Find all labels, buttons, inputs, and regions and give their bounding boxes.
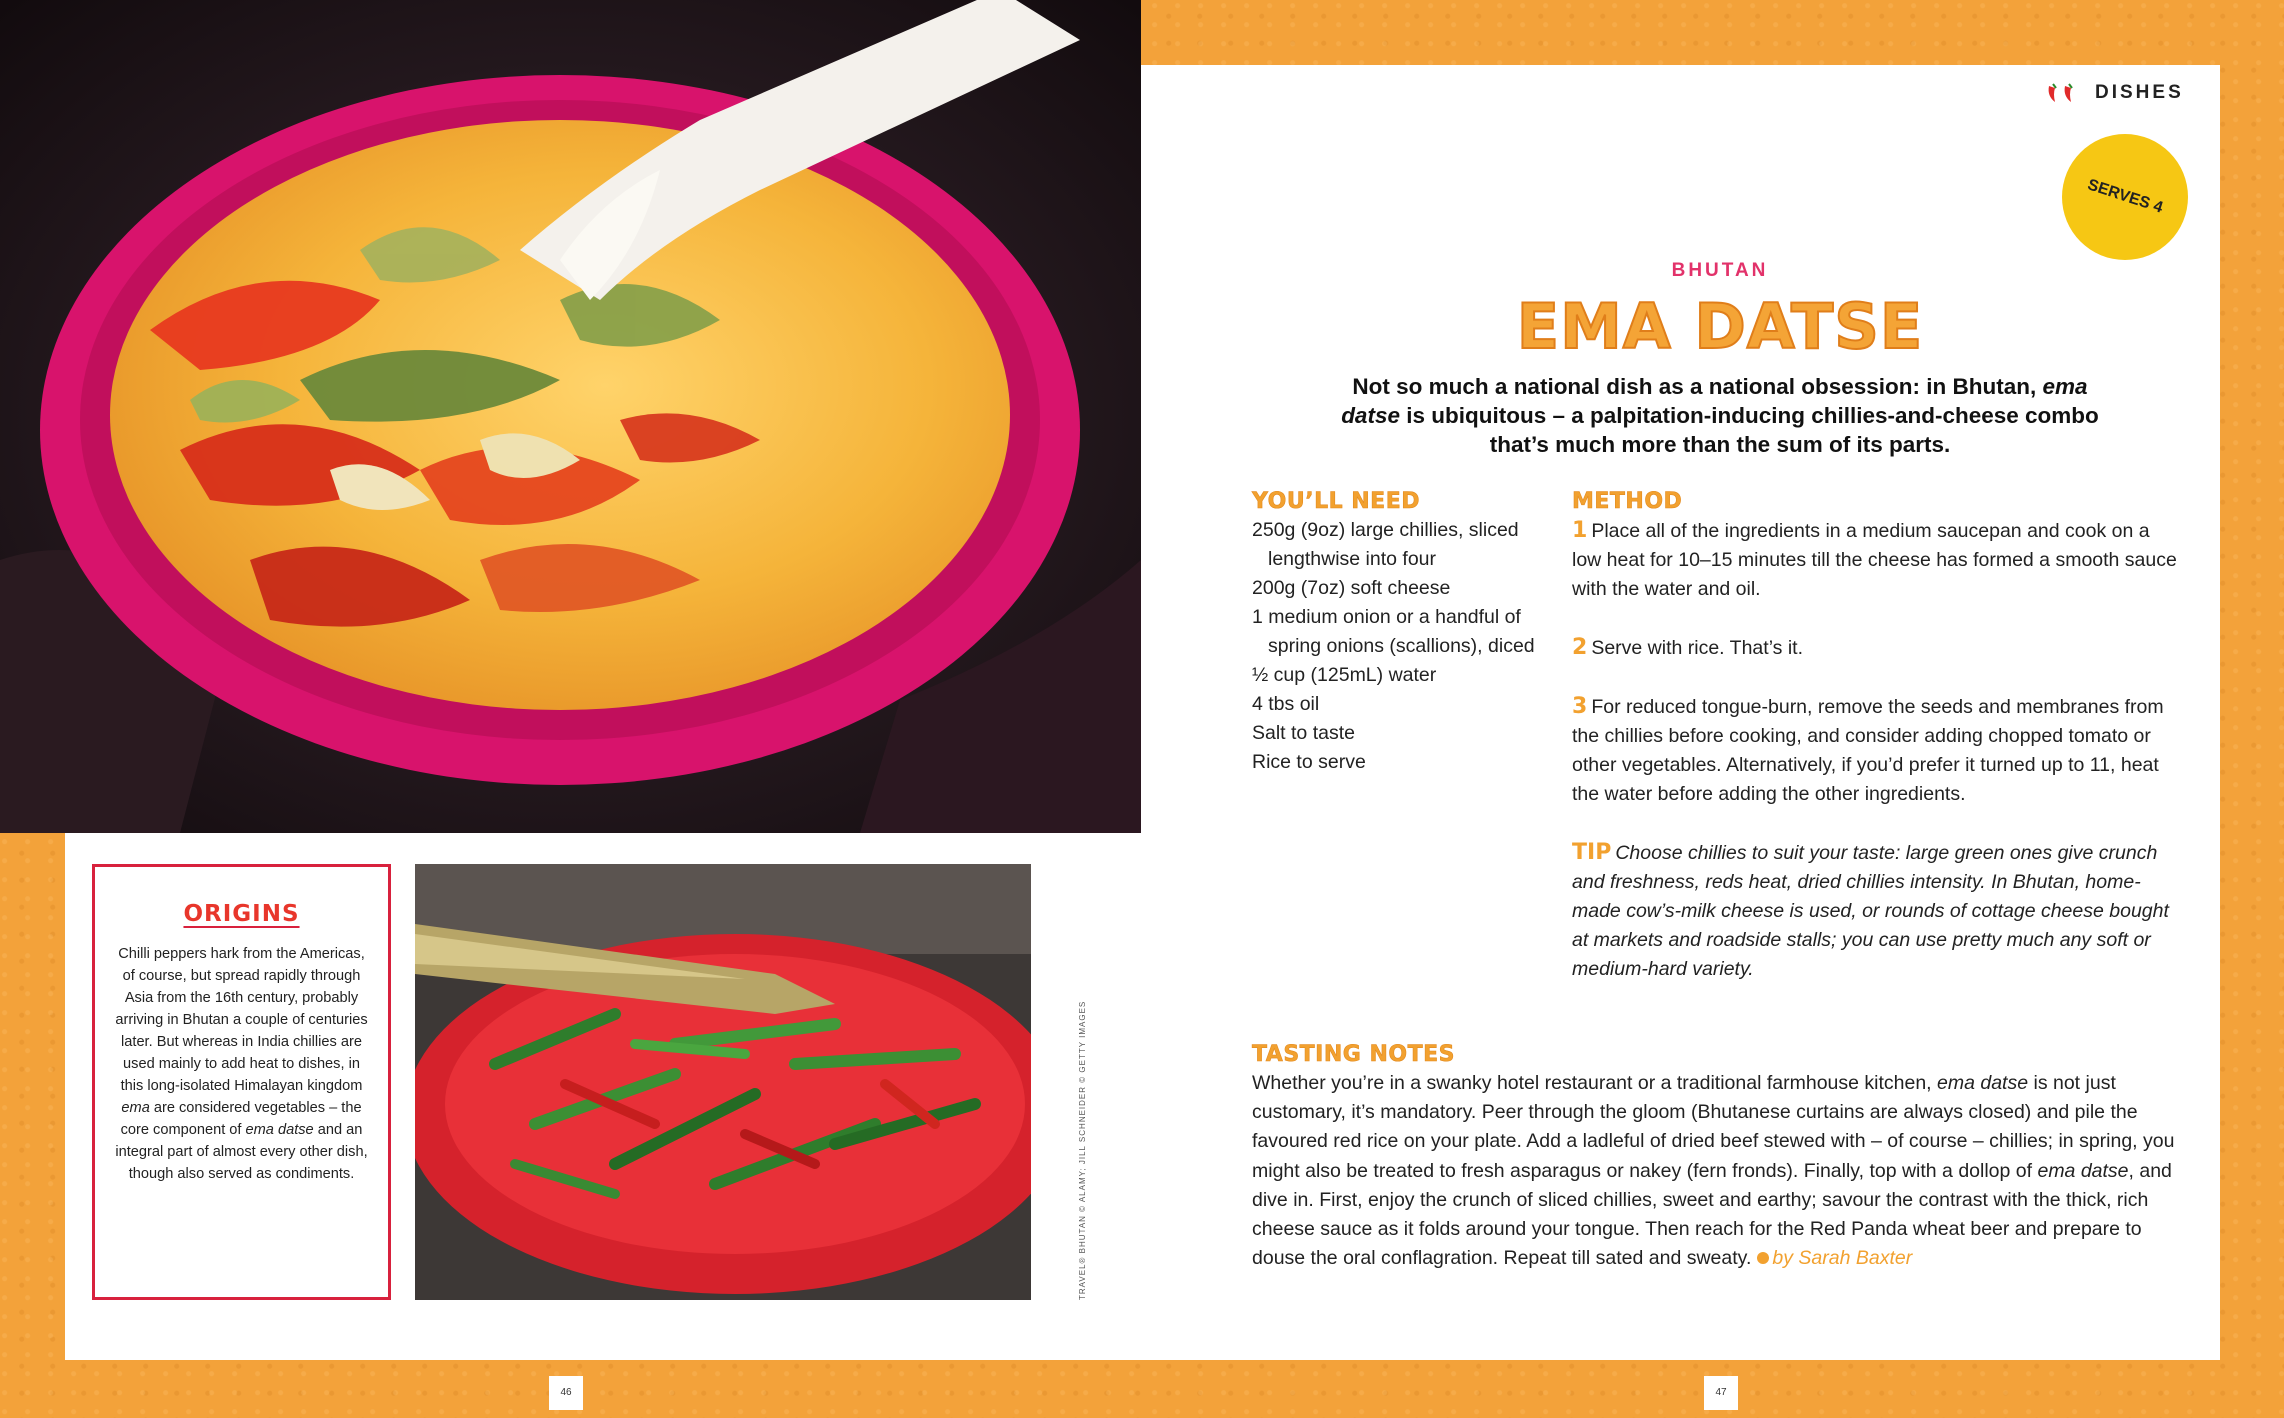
photo-credit: TRAVEL® BHUTAN © ALAMY; JILL SCHNEIDER © GETTY IMAGES [1078,1000,1087,1300]
ingredient-item: 200g (7oz) soft cheese [1252,577,1451,599]
tasting-heading: TASTING NOTES [1252,1042,1455,1067]
serves-badge: SERVES 4 [2062,134,2188,260]
ingredients-section [1252,489,1562,777]
intro-text: Not so much a national dish as a national obsession: in Bhutan, ema datse is ubiquitous – a palpitation-inducing chillies-and-cheese combo that’s much more than the sum of its parts. [1341,374,2099,457]
method-section [1572,489,2182,984]
chilli-icon [2045,82,2081,104]
ingredients-heading: YOU’LL NEED [1252,489,1420,514]
origins-text: Chilli peppers hark from the Americas, of course, but spread rapidly through Asia from the 16th century, probably arriving in Bhutan a couple of centuries later. But whereas in India chillies are used mainly to add heat to dishes, in this long-isolated Himalayan kingdom ema are considered vegetables – the core component of ema datse and an integral part of almost every other dish, though also served as condiments. [115,946,368,1182]
method-step: 3 For reduced tongue-burn, remove the seeds and membranes from the chillies before cooking, and consider adding chopped tomato or other vegetables. Alternatively, if you’d prefer it turned up to 11, heat the water before adding the other ingredients. [1572,694,2164,805]
bullet-dot-icon [1757,1252,1769,1264]
ingredient-item: Salt to taste [1252,722,1355,744]
ingredient-item: 250g (9oz) large chillies, sliced lengthwise into four [1252,519,1519,570]
tasting-notes-section [1252,1042,2192,1273]
section-tag [2045,82,2184,104]
origins-box [92,864,391,1300]
tip-note: TIP Choose chillies to suit your taste: large green ones give crunch and freshness, reds heat, dried chillies intensity. In Bhutan, home-made cow’s-milk cheese is used, or rounds of cottage cheese bought at markets and roadside stalls; you can use pretty much any soft or medium-hard variety. [1572,840,2169,980]
recipe-title: EMA DATSE [1516,290,1924,363]
method-step: 1 Place all of the ingredients in a medium saucepan and cook on a low heat for 10–15 minutes till the cheese has formed a smooth sauce with the water and oil. [1572,518,2177,600]
page-number-left: 46 [549,1376,583,1410]
country-label: BHUTAN [1671,260,1769,281]
tasting-text: Whether you’re in a swanky hotel restaurant or a traditional farmhouse kitchen, ema datse is not just customary, it’s mandatory. Peer through the gloom (Bhutanese curtains are always closed) and pile the favoured red rice on your plate. Add a ladleful of dried beef stewed with – of course – chillies; in spring, you might also be treated to fresh asparagus or nakey (fern fronds). Finally, top with a dollop of ema datse, and dive in. First, enjoy the crunch of sliced chillies, sweet and earthy; savour the contrast with the thick, rich cheese sauce as it folds around your tongue. Then reach for the Red Panda wheat beer and prepare to douse the oral conflagration. Repeat till sated and sweaty. by Sarah Baxter [1252,1072,2175,1270]
method-heading: METHOD [1572,489,1683,514]
sliced-chillies-plate-photo [415,864,1031,1300]
ingredient-item: ½ cup (125mL) water [1252,664,1437,686]
method-step: 2 Serve with rice. That’s it. [1572,635,1804,660]
origins-heading: ORIGINS [183,901,300,927]
section-tag-label: DISHES [2095,82,2184,103]
author-byline: by Sarah Baxter [1772,1247,1913,1270]
ingredient-item: Rice to serve [1252,751,1366,773]
ingredient-item: 1 medium onion or a handful of spring onions (scallions), diced [1252,606,1535,657]
page-number-right: 47 [1704,1376,1738,1410]
ingredient-item: 4 tbs oil [1252,693,1320,715]
ema-datse-bowl-photo [0,0,1141,833]
